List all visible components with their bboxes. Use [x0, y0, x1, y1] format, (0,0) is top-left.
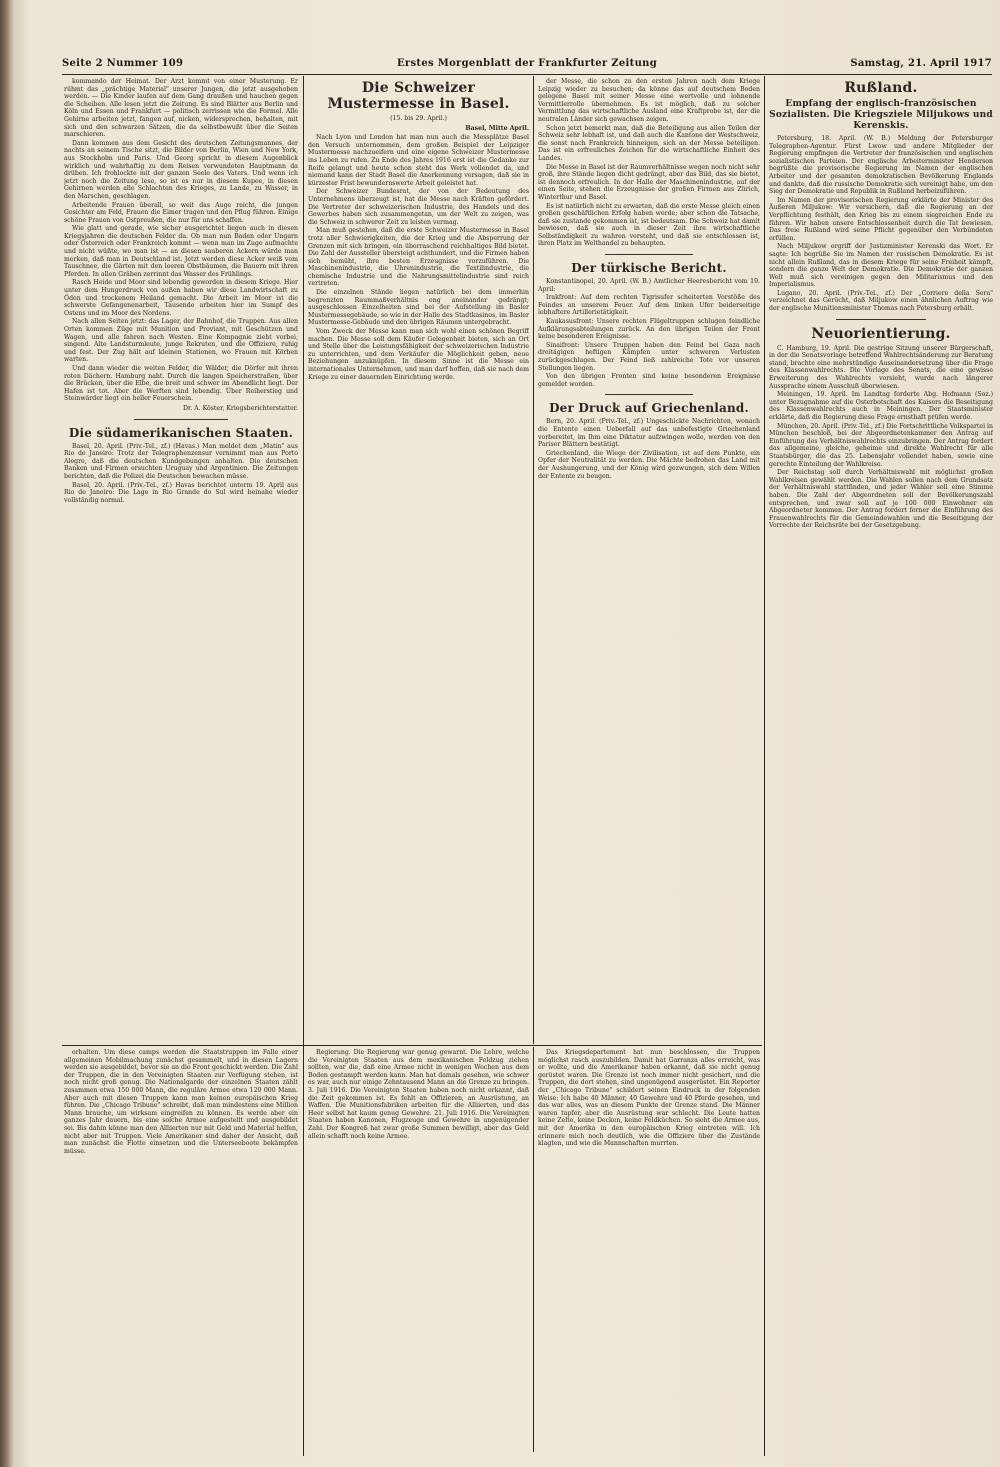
article-separator [836, 319, 926, 320]
paragraph: Die Messe in Basel ist der Raumverhältnisse wegen noch nicht sehr groß, ihre Stände liegen dicht gedrängt, aber das Bild, das sie bietet, ist dennoch erfreulich. In der Halle der Maschinenindustrie, auf der einen Seite, stehen die Erzeugnisse der großen Firmen aus Zürich, Winterthur und Basel. [538, 163, 760, 201]
paragraph: Arbeitende Frauen überall, so weit das Auge reicht, die jungen Gesichter am Feld, Frauen die Eimer tragen und den Pflug führen. Einige schöne Frauen von Ostpreußen, die nur für uns schaffen. [64, 201, 298, 224]
paragraph: Vom Zweck der Messe kann man sich wohl einen schönen Begriff machen. Die Messe soll dem Käufer Gelegenheit bieten, sich an Ort und Stelle über die Leistungsfähigkeit der schweizerischen Industrie zu unterrichten, und dem Verkäufer die Möglichkeit geben, neue Beziehungen anzuknüpfen. In diesem Sinne ist die Messe ein internationales Unternehmen, und man darf hoffen, daß sie nach dem Kriege zu einer dauernden Einrichtung werde. [308, 328, 529, 381]
column-4 [769, 78, 993, 1454]
paragraph: Bern, 20. April. (Priv.-Tel., zf.) Ungeschickte Nachrichten, wonach die Entente einen Ueberfall auf das unbefestigte Griechenland vorbereitet, im Ihm eine Diktatur aufzwingen wolle, werden von den Pariser Blättern bestätigt. [538, 418, 760, 449]
paragraph: der Messe, die schon zu den ersten Jahren nach dem Kriege Leipzig wieder zu besuchen; da könne das auf deutschem Boden gelegene Basel mit seiner Messe eine wertvolle und lohnende Vermittlerrolle übernehmen. Es ist möglich, daß zu solcher Vermittlung das wirtschaftliche Ausland eine Kraftprobe ist, der die neutralen Länder sich gewachsen zeigen. [538, 78, 760, 123]
paragraph: Von den übrigen Fronten sind keine besonderen Ereignisse gemeldet worden. [538, 373, 760, 388]
article-title: Empfang der englisch-französischen Sozialisten. Die Kriegsziele Miljukows und Kerenskis. [769, 99, 993, 131]
paragraph: Griechenland, die Wiege der Zivilisation, ist auf dem Punkte, ein Opfer der Neutralität zu werden. Die Mächte bedrohen das Land mit der Aushungerung, und der König wird gezwungen, sich dem Willen der Entente zu beugen. [538, 449, 760, 480]
column-divider-bottom [533, 1047, 534, 1452]
paragraph: Es ist natürlich nicht zu erwarten, daß die erste Messe gleich einen großen geschäftlichen Erfolg haben werde; aber schon die Tatsache, daß sie zustande gekommen ist, ist bedeutsam. Die Schweiz hat damit bewiesen, daß sie auch in dieser Zeit ihre wirtschaftliche Selbständigkeit zu wahren versteht, und daß sie entschlossen ist, ihren Platz im Welthandel zu behaupten. [538, 202, 760, 248]
paragraph: Die einzelnen Stände liegen natürlich bei dem immerhin begrenzten Raummaßverhältnis eng aneinander gedrängt; ausgeschlossen Einzelheiten sind bei der Aufstellung im Basler Mustermessegebäude, so wie in der Halle des Stadtkasinos, im Basler Mustermesse-Gebäude und den übrigen Räumen untergebracht. [308, 289, 529, 327]
paragraph: Das Kriegsdepartement hat nun beschlossen, die Truppen möglichst rasch auszubilden. Damit hat Garranza alles erreicht, was er wollte, und die Amerikaner haben erkannt, daß sie nicht genug gerüstet waren. Die Grenze ist noch immer nicht gesichert, und die Truppen, die dort stehen, sind ungenügend ausgerüstet. Ein Reporter der „Chicago Tribune" schildert seinen Eindruck in der folgenden Weise: Ich habe 40 Männer, 40 Gewehre und 40 Pferde gesehen, und das war alles, was an diesem Punkte der Grenze stand. Die Männer waren tapfer, aber die Ausrüstung war schlecht. Die Leute hatten keine Zelte, keine Decken, keine Feldküchen. So sieht die Armee aus, mit der Amerika in den europäischen Krieg eintreten will. Ich erinnere mich noch deutlich, wie die Offiziere über die Zustände klagten, und wie die Mannschaften murrten. [538, 1049, 760, 1148]
paragraph: Meiningen, 19. April. Im Landtag forderte Abg. Hofmann (Soz.) unter Bezugnahme auf die Osterbotschaft des Kaisers die Beseitigung des Klassenwahlrechts auch in Meiningen. Der Staatsminister erklärte, daß die Regierung diese Frage ernsthaft prüfen werde. [769, 391, 993, 421]
column-divider-1 [303, 76, 304, 1456]
paragraph: Dann kommen aus dem Gesicht des deutschen Zeitungsmannes, der nachts an seinem Tische sitzt, die Bilder von Berlin, Wien und New York, aus Stockholm und Paris. Und Georg spricht in diesem Augenblick wirklich und wahrhaftig zu dem Reisen verwundeten Hauptmann da drüben. Ich frohlockte mit der ganzen Seele des Vaters. Und wenn ich jetzt noch die Zeitung lese, so ist es nur in diesem Kupee, in diesen Gehirnen werden alle Schlachten des Krieges, zu Lande, zu Wasser, in den Marschen, geschlagen. [64, 139, 298, 200]
bottom-column-1 [64, 1049, 298, 1449]
paragraph: Petersburg, 18. April. (W. B.) Meldung der Petersburger Telegraphen-Agentur. Fürst Lwow und andere Mitglieder der Regierung empfingen die Vertreter der französischen und englischen sozialistischen Parteien. Der englische Arbeiterminister Henderson begrüßte die provisorische Regierung im Namen der englischen Arbeiter und der gesamten demokratischen Bevölkerung Englands und dankte, daß die russische Demokratie sich vereinigt habe, um den Sieg der Demokratie und Republik in Rußland herbeizuführen. [769, 135, 993, 196]
section-title: Rußland. [844, 80, 918, 96]
article-separator [134, 419, 228, 420]
paragraph: Irakfront: Auf dem rechten Tigrisufer scheiterten Vorstöße des Feindes an unserem Feuer. Auf dem linken Ufer beiderseitige lebhaftere Artillerietätigkeit. [538, 294, 760, 317]
article-title: Neuorientierung. [811, 325, 951, 342]
column-2 [308, 78, 529, 1042]
column-3 [538, 78, 760, 1042]
author-byline: Dr. A. Köster, Kriegsberichterstatter. [183, 404, 298, 412]
paragraph: Der Reichstag soll durch Verhältniswahl mit möglichst großen Wahlkreisen gewählt werden. Die Wahlen sollen nach dem Grundsatz der Verhältniswahl stattfinden, und jeder Wähler soll eine Stimme haben. Die Zahl der Abgeordneten soll der Bevölkerungszahl entsprechen, und zwar soll auf je 100 000 Einwohner ein Abgeordneter kommen. Der Antrag fordert ferner die Einführung des Frauenwahlrechts für die Gemeindewahlen und die Beseitigung der Vorrechte der Reichsräte bei der Gesetzgebung. [769, 469, 993, 530]
masthead-title: Erstes Morgenblatt der Frankfurter Zeitung [397, 58, 657, 69]
paragraph: Lugano, 20. April. (Priv.-Tel., zf.) Der „Corriere della Sera" verzeichnet das Gerücht, daß Miljukow einen ähnlichen Auftrag wie der englische Munitionsminister Thomas nach Petersburg erhält. [769, 289, 993, 313]
paragraph: Basel, 20. April. (Priv.-Tel., zf.) Havas berichtet unterm 19. April aus Rio de Janeiro: Die Lage in Rio Grande do Sul wird beinahe wieder vollständig normal. [64, 481, 298, 504]
article-dateline: Basel, Mitte April. [465, 124, 529, 132]
paragraph: Im Namen der provisorischen Regierung erklärte der Minister des Äußeren Miljukow: Wir versichern, daß die Regierung an der Verpflichtung festhält, den Krieg bis zu einem siegreichen Ende zu führen. Wir haben unsere Entschlossenheit durch die Tat bewiesen. Das freie Rußland wird seine Pflicht gegenüber den Verbündeten erfüllen. [769, 196, 993, 242]
paragraph: Man muß gestehen, daß die erste Schweizer Mustermesse in Basel trotz aller Schwierigkeiten, die der Krieg und die Absperrung der Grenzen mit sich bringen, ein überraschend reichhaltiges Bild bietet. Die Zahl der Aussteller übersteigt achthundert, und die Firmen haben sich bemüht, ihre besten Erzeugnisse vorzuführen. Die Maschinenindustrie, die Uhrenindustrie, die Textilindustrie, die chemische Industrie und die Nahrungsmittelindustrie sind reich vertreten. [308, 227, 529, 288]
paragraph: Basel, 20. April. (Priv.-Tel., zf.) (Havas.) Man meldet dem „Matin" aus Rio de Janeiro: Trotz der Telegraphenzensur vernimmt man aus Porto Alegre, daß die deutschen Kundgebungen anhalten. Die deutschen Banken und Firmen ersuchten Uruguay und Argentinien. Die Zeitungen berichten, daß die Polizei die Deutschen bewachen müsse. [64, 442, 298, 480]
article-title: Die südamerikanischen Staaten. [68, 425, 294, 440]
paragraph: Rasch Heide und Moor sind lebendig geworden in diesem Kriege. Hier unter dem Hungerdruck von außen haben wir diese Landwirtschaft zu Öden und trockenem Heiland gemacht. Die Arbeit im Moor ist die schwerste Gefangenenarbeit, Tausende arbeiten hier im Sumpf des Ostens und im Moor des Nordens. [64, 279, 298, 317]
paragraph: Sinaifront: Unsere Truppen haben den Feind bei Gaza nach dreitägigen heftigen Kämpfen unter schweren Verlusten zurückgeschlagen. Der Feind ließ zahlreiche Tote vor unseren Stellungen liegen. [538, 341, 760, 372]
section-divider [62, 1045, 762, 1046]
paragraph: erhalten. Um diese camps werden die Staatstruppen im Falle einer allgemeinen Mobilmachung zunächst gesammelt, und in diesen Lagern werden sie ausgebildet, bevor sie an die Front geschickt werden. Die Zahl der Truppen, die in den Vereinigten Staaten zur Verfügung stehen, ist noch nicht groß genug. Die Nationalgarde der einzelnen Staaten zählt zusammen etwa 150 000 Mann, die reguläre Armee etwa 120 000 Mann. Aber auch mit diesen Truppen kann man keinen europäischen Krieg führen. Die „Chicago Tribune" schreibt, daß man mindestens eine Million Mann brauche, um wirksam eingreifen zu können. Es werde aber ein ganzes Jahr dauern, bis eine solche Armee aufgestellt und ausgebildet sei. Bis dahin könne man den Alliierten nur mit Geld und Material helfen, nicht aber mit Truppen. Viele Amerikaner sind daher der Ansicht, daß man zunächst die Flotte einsetzen und die Unterseeboote bekämpfen müsse. [64, 1049, 298, 1155]
article-title: Der türkische Bericht. [571, 261, 727, 276]
page-header [62, 58, 992, 72]
paragraph: kommando der Heimat. Der Arzt kommt von einer Musterung. Er rühmt das „prächtige Material" unserer Jungen, die jetzt ausgehoben werden. — Die Kinder laufen auf dem Gang draußen und hauchen gegen die Scheiben. Alle lesen jetzt die Zeitung. Es sind Blätter aus Berlin und Köln und Essen und Frankfurt — politisch zerrissen wie die Formel. Alle Gehirne arbeiten jetzt, fangen auf, nicken, widersprechen, behalten, mit sich und den schwarzen Sätzen, die da selbstbewußt über die Seiten marschieren. [64, 78, 298, 139]
header-rule [62, 74, 992, 75]
paragraph: Wie glatt und gerade, wie sicher ausgerichtet liegen auch in diesen Kriegsjahren die deutschen Felder da. Ob man nun Baden oder Ungarn oder Österreich oder Frankreich kommt — wenn man im Zuge aufmachte und nicht wüßte, wo man ist — an diesen sauberen Ackern würde man merken, daß man in Deutschland ist. Jetzt werden diese Acker weiß vom Tauschnee, die Gärten mit den leeren Obstbäumen, die Bauern mit ihren Pferden. In allen Gräben zerrinnt das Wasser des Frühlings. [64, 225, 298, 278]
paragraph: Nach Lyon und London hat man nun auch die Messplätze Basel den Versuch unternommen, dem großen Beispiel der Leipziger Mustermesse nachzueifern und eine eigene Schweizer Mustermesse ins Leben zu rufen. Zu Ende des Jahres 1916 erst ist die Gedanke zur Reife gelangt und heute schon steht das Werk vollendet da, und niemand kann der Stadt Basel die Anerkennung versagen, daß sie in kürzester Frist bewundernswerte Arbeit geleistet hat. [308, 134, 529, 187]
paragraph: Konstantinopel, 20. April. (W. B.) Amtlicher Heeresbericht vom 19. April: [538, 278, 760, 293]
article-separator [605, 254, 694, 255]
paragraph: Schon jetzt bemerkt man, daß die Beteiligung aus allen Teilen der Schweiz sehr lebhaft ist, und daß auch die Kantone der Westschweiz, die sonst nach Frankreich hinneigen, sich an der Messe beteiligen. Das ist ein erfreuliches Zeichen für die wirtschaftliche Einheit des Landes. [538, 124, 760, 162]
paragraph: Nach allen Seiten jetzt: das Lager, der Bahnhof, die Truppen. Aus allen Orten kommen Züge mit Munition und Proviant, mit Geschützen und Wagen, und alle fahren nach Westen. Eine Kompagnie zieht vorbei, singend. Alte Landsturmleute, junge Rekruten, und die Offiziere, ruhig und fest. Der Zug hält auf kleinen Stationen, wo Frauen mit Körben warten. [64, 318, 298, 364]
column-divider-3 [764, 76, 765, 1456]
bottom-column-2 [308, 1049, 529, 1449]
issue-date: Samstag, 21. April 1917 [850, 58, 992, 69]
paragraph: Der Schweizer Bundesrat, der von der Bedeutung des Unternehmens überzeugt ist, hat die Messe nach Kräften gefördert. Die Vertreter der schweizerischen Industrie, des Handels und des Gewerbes haben sich zusammengetan, um der Welt zu zeigen, was die Schweiz in schwerer Zeit zu leisten vermag. [308, 188, 529, 226]
article-title: Die Schweizer Mustermesse in Basel. [327, 80, 510, 112]
paragraph: Nach Miljukow ergriff der Justizminister Kerenski das Wort. Er sagte: Ich begrüße Sie im Namen der russischen Demokratie. Es ist nicht allein Rußland, das in diesem Kriege für seine Freiheit kämpft, sondern die ganze Welt der Demokratie. Die Demokratie der ganzen Welt muß sich vereinigen gegen den Militarismus und den Imperialismus. [769, 243, 993, 289]
paragraph: Kaukasusfront: Unsere rechten Flügeltruppen schlugen feindliche Aufklärungsabteilungen zurück. An den übrigen Teilen der Front keine besonderen Ereignisse. [538, 318, 760, 341]
paragraph: München, 20. April. (Priv.-Tel., zf.) Die Fortschrittliche Volkspartei in München beschloß, bei der Abgeordnetenkammer den Antrag auf Einführung des Verhältniswahlrechts einzubringen. Der Antrag fordert das allgemeine, gleiche, geheime und direkte Wahlrecht für alle Staatsbürger, die das 25. Lebensjahr vollendet haben, sowie eine gerechte Einteilung der Wahlkreise. [769, 422, 993, 468]
article-subtitle: (15. bis 29. April.) [390, 115, 447, 122]
paragraph: Und dann wieder die weiten Felder, die Wälder, die Dörfer mit ihren roten Dächern. Hamburg naht. Durch die langen Speicherstraßen, über die Brücken, über die Elbe, die breit und schwer im Abendlicht liegt. Der Hafen ist tot. Aber die Werften sind lebendig. Über Reiherstieg und Steinwärder liegt ein heller Feuerschein. [64, 364, 298, 403]
article-separator [605, 394, 694, 395]
paragraph: C. Hamburg, 19. April. Die gestrige Sitzung unserer Bürgerschaft, in der die Senatsvorlage betreffend Wahlrechtsänderung zur Beratung stand, brachte eine mehrstündige Auseinandersetzung über die Frage des Klassenwahlrechts. Die Vorlage des Senats, die eine gewisse Erweiterung des Wahlrechts vorsieht, wurde nach längerer Aussprache einem Ausschuß überwiesen. [769, 344, 993, 390]
column-1 [64, 78, 298, 1042]
bottom-column-3 [538, 1049, 760, 1449]
article-title: Der Druck auf Griechenland. [549, 401, 749, 416]
paragraph: Regierung. Die Regierung war genug gewarnt. Die Lehre, welche die Vereinigten Staaten aus dem mexikanischen Feldzug ziehen sollten, war die, daß eine Armee nicht in wenigen Wochen aus dem Boden gestampft werden kann. Man hat damals gesehen, wie schwer es war, auch nur einige Zehntausend Mann an die Grenze zu bringen. 3. Juli 1916. Die Vereinigten Staaten haben noch nicht erkannt, daß die Zeit gekommen ist. Es fehlt an Offizieren, an Ausrüstung, an Waffen. Die Munitionsfabriken arbeiten für die Alliierten, und das Heer selbst hat kaum genug Gewehre. 21. Juli 1916. Die Vereinigten Staaten haben Kanonen, Flugzeuge und Gewehre in ungenügender Zahl. Der Kongreß hat zwar große Summen bewilligt, aber das Geld allein schafft noch keine Armee. [308, 1049, 529, 1140]
column-divider-2 [533, 76, 534, 1044]
page-number: Seite 2 Nummer 109 [62, 58, 184, 69]
